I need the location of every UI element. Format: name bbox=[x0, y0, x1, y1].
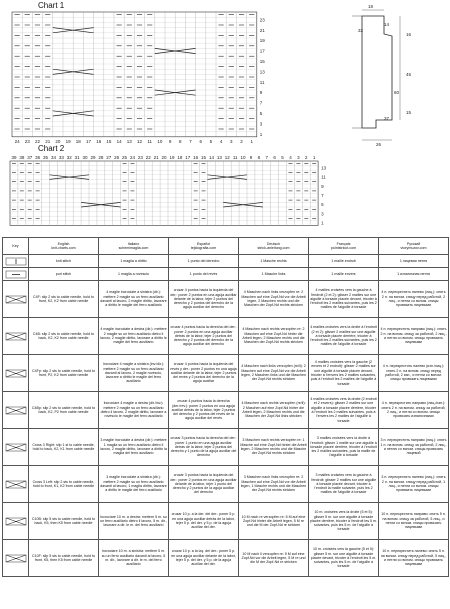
chart2-col-number: 38 bbox=[19, 155, 25, 160]
chart2-row-number: 7 bbox=[321, 193, 324, 198]
key-row bbox=[3, 255, 449, 268]
key-header-cell: Français pointstricot.com bbox=[309, 238, 379, 255]
key-header-cell: Key bbox=[3, 238, 29, 255]
key-cell-ru: 1 лицевая петля bbox=[379, 255, 449, 268]
key-cell-en: knit stitch bbox=[29, 255, 99, 268]
key-cell-fr: 10 m. croisées vers la gauche (5 et 5): glisser 5 m. sur une aiguille à torsade placée devant, tricoter à l'endroit les 5 m. suivantes, puis les 5 m. de l'aiguille à torsade bbox=[309, 540, 379, 577]
key-header-cell: Italiano schemimaglia.com bbox=[99, 238, 169, 255]
chart2-col-number: 14 bbox=[208, 155, 214, 160]
chart2-col-number: 12 bbox=[224, 155, 230, 160]
chart2-col-number: 21 bbox=[153, 155, 159, 160]
chart2-col-number: 16 bbox=[193, 155, 199, 160]
chart1-row-number: 5 bbox=[259, 111, 263, 116]
chart1-col-number: 23 bbox=[24, 138, 30, 144]
chart2-title: Chart 2 bbox=[38, 144, 65, 153]
key-header-cell: Español tejidografia.com bbox=[169, 238, 239, 255]
chart1-col-number: 22 bbox=[34, 138, 41, 144]
chart2-row-number: 11 bbox=[321, 174, 326, 180]
chart2-col-number: 8 bbox=[257, 155, 261, 160]
key-cell-en: Cross 3 Right: slip 1 st to cable needle, hold to back, K2, K1 from cable needle bbox=[29, 429, 99, 466]
key-cell-de: 10 M nach re verzopfen re: 5 M auf eine Zopf-Nd hinter die Arbeit legen, 5 M re und die M der Zopf-Nd re stricken bbox=[239, 503, 309, 540]
chart2-row-number: 9 bbox=[321, 183, 324, 189]
key-cell-en: C4Bp: slip 2 sts to cable needle, hold to back, K2, P2 from cable needle bbox=[29, 392, 99, 429]
chart2-row-number: 3 bbox=[321, 211, 324, 217]
key-cell-ru: 3 п. перекрестить направо (лиц.): снять 1 п. на вспом. спицу за работой, 2 лиц., и петлю со вспом. спицы провязать лицевой bbox=[379, 429, 449, 466]
chart1-row-number: 17 bbox=[259, 48, 265, 54]
key-header-cell: Deutsch strick-anleitung.com bbox=[239, 238, 309, 255]
key-cell-fr: 1 maille envers bbox=[309, 268, 379, 281]
key-cell-it: 1 maglia a diritto bbox=[99, 255, 169, 268]
chart1-col-number: 10 bbox=[157, 138, 163, 144]
chart2-col-number: 22 bbox=[145, 155, 151, 160]
schematic-dimension-label: 16 bbox=[406, 32, 412, 37]
key-cell-en: C4Fp: slip 2 sts to cable needle, hold to front, P2, K2 from cable needle bbox=[29, 355, 99, 392]
schematic-dimension-label: 26 bbox=[376, 142, 382, 147]
chart1-row-number: 19 bbox=[259, 38, 265, 44]
chart2-col-number: 27 bbox=[106, 155, 112, 160]
chart1-col-number: 4 bbox=[219, 138, 223, 144]
schematic-dimension-label: 18 bbox=[368, 4, 374, 9]
schematic-dimension-label: 32 bbox=[358, 28, 364, 33]
chart2-col-number: 3 bbox=[297, 155, 300, 160]
key-cell-en: C10F: slip 5 sts to cable needle, hold to front, K5, then K5 from cable needle bbox=[29, 540, 99, 577]
chart2-col-number: 39 bbox=[11, 155, 17, 160]
chart2-col-number: 35 bbox=[43, 155, 49, 160]
stitch-symbol-c10f bbox=[3, 540, 29, 577]
key-cell-ru: 4 п. перекрестить налево (лиц.): снять 2 п. на вспом. спицу перед работой, 2 лиц., и петли со вспом. спицы провязать лицевыми bbox=[379, 281, 449, 318]
chart2-col-number: 10 bbox=[240, 155, 246, 160]
chart2-col-number: 28 bbox=[98, 155, 104, 160]
chart1-col-number: 7 bbox=[189, 138, 192, 144]
chart2-col-number: 2 bbox=[304, 155, 308, 160]
chart2-col-number: 31 bbox=[74, 155, 80, 160]
key-header-cell: Русский vtorymuzov.com bbox=[379, 238, 449, 255]
stitch-key-table bbox=[2, 237, 449, 577]
chart2-col-number: 24 bbox=[129, 155, 135, 160]
key-cell-de: 1 Masche rechts bbox=[239, 255, 309, 268]
chart2-grid bbox=[4, 153, 344, 229]
chart2-col-number: 32 bbox=[66, 155, 72, 160]
chart2-col-number: 33 bbox=[58, 155, 64, 160]
key-cell-it: Incrociare 10 m. a sinistra: mettere 5 m. su un ferro ausiliario davanti al lavoro, 5 m. dir., lavorare a dir. le m. del ferro ausiliario bbox=[99, 540, 169, 577]
key-cell-fr: 4 mailles croisées vers la droite (2 endroit et 2 envers): glisser 2 mailles sur une aiguille à torsade placée derrière, tricoter à l'endroit les 2 mailles suivantes, puis à l'envers les 2 mailles de l'aiguille à torsade bbox=[309, 392, 379, 429]
key-cell-de: 4 Maschen nach links verzopfen (re/li): 2 Maschen auf eine Zopf-Nd vor die Arbeit legen, 2 Maschen links und die Maschen der Zopf-Nd rechts stricken bbox=[239, 355, 309, 392]
key-cell-it: Incrociare 4 maglie a destra (dir./inv.): mettere 2 maglie su un ferro ausiliario dietro il lavoro, 2 maglie diritto, lavorare a rovescio le maglie del ferro ausiliario bbox=[99, 392, 169, 429]
schematic-dimension-label: 14 bbox=[384, 22, 390, 27]
key-cell-ru: 4 п. перекрестить направо (лиц./изн.): снять 2 п. на вспом. спицу за работой, 2 лиц., и петли со вспом. спицы провязать изнаночными bbox=[379, 392, 449, 429]
chart1-col-number: 2 bbox=[240, 138, 243, 144]
chart1-row-number: 3 bbox=[259, 121, 263, 127]
stitch-symbol-purl bbox=[3, 268, 29, 281]
chart2-col-number: 18 bbox=[177, 155, 183, 160]
chart2-col-number: 7 bbox=[265, 155, 269, 160]
key-cell-de: 4 Maschen nach rechts verzopfen (re/li): 2 Maschen auf eine Zopf-Nd hinter die Arbeit legen, 2 Maschen rechts und die Maschen der Zopf-Nd links stricken bbox=[239, 392, 309, 429]
key-cell-ru: 10 п. перекрестить налево: снять 5 п. на вспом. спицу перед работой, 5 лиц., и петли со вспом. спицы провязать лицевыми bbox=[379, 540, 449, 577]
chart2-col-number: 5 bbox=[281, 155, 284, 160]
chart1-row-number: 21 bbox=[259, 27, 265, 33]
chart2-col-number: 23 bbox=[137, 155, 143, 160]
key-cell-fr: 3 mailles croisées vers la droite à l'endroit: glisser 1 maille sur une aiguille à torsade placée derrière, tricoter à l'endroit les 2 mailles suivantes, puis la maille de l'aiguille à torsade bbox=[309, 429, 379, 466]
key-cell-en: C4B: slip 2 sts to cable needle, hold to back, K2, K2 from cable needle bbox=[29, 318, 99, 355]
key-cell-es: cruzar 4 puntos hacia la derecha del der.: poner 2 puntos en una aguja auxiliar detrás de la labor, tejer 2 puntos del derecho y 2 puntos del derecho de la aguja auxiliar del derecho bbox=[169, 318, 239, 355]
chart1-col-number: 20 bbox=[55, 138, 61, 144]
chart1-row-number: 1 bbox=[259, 131, 263, 137]
chart1-col-number: 14 bbox=[116, 138, 122, 144]
key-cell-it: 1 maglia a rovescio bbox=[99, 268, 169, 281]
key-header-cell: English knit-charts.com bbox=[29, 238, 99, 255]
key-row bbox=[3, 268, 449, 281]
chart2-col-number: 9 bbox=[249, 155, 253, 160]
key-cell-fr: 10 m. croisées vers la droite (5 et 5): glisser 5 m. sur une aiguille à torsade placée derrière, tricoter à l'endroit les 5 m. suivantes, puis les 5 m. de l'aiguille à torsade bbox=[309, 503, 379, 540]
key-cell-ru: 3 п. перекрестить налево (лиц.): снять 2 п. на вспом. спицу перед работой, 1 лиц., и петли со вспом. спицы провязать лицевыми bbox=[379, 466, 449, 503]
garment-outline bbox=[362, 16, 392, 128]
key-cell-de: 4 Maschen nach rechts verzopfen re: 2 Maschen auf eine Zopf-Nd hinter die Arbeit legen, 2 Maschen rechts und die Maschen der Zopf-Nd rechts stricken bbox=[239, 318, 309, 355]
chart2-col-number: 30 bbox=[82, 155, 88, 160]
key-cell-it: Incrociare 10 m. a destra: mettere 5 m. su un ferro ausiliario dietro il lavoro, 5 m. dir., lavorare a dir. le m. del ferro ausiliario bbox=[99, 503, 169, 540]
key-cell-es: 1 punto del derecho bbox=[169, 255, 239, 268]
schematic-dimension-label: 45 bbox=[406, 72, 412, 77]
chart1-grid bbox=[4, 10, 280, 148]
key-cell-en: C4F: slip 2 sts to cable needle, hold to front, K2, K2 from cable needle bbox=[29, 281, 99, 318]
key-table-header-row bbox=[3, 238, 449, 255]
key-cell-fr: 4 mailles croisées vers la gauche à l'endroit (2 et 2): glisser 2 mailles sur une aiguille à torsade placée devant, tricoter à l'endroit les 2 mailles suivantes, puis les 2 mailles de l'aiguille à torsade bbox=[309, 281, 379, 318]
chart1-row-number: 7 bbox=[259, 100, 263, 106]
stitch-symbol-c4fp bbox=[3, 355, 29, 392]
key-cell-de: 4 Maschen nach links verzopfen re: 2 Maschen auf eine Zopf-Nd vor die Arbeit legen, 2 Maschen rechts und die Maschen der Zopf-Nd rechts stricken bbox=[239, 281, 309, 318]
chart2-col-number: 29 bbox=[90, 155, 96, 160]
key-cell-fr: 4 mailles croisées vers la droite à l'endroit (2 et 2): glisser 2 mailles sur une aiguille à torsade placée derrière, tricoter à l'endroit les 2 mailles suivantes, puis les 2 mailles de l'aiguille à torsade bbox=[309, 318, 379, 355]
stitch-symbol-c4bp bbox=[3, 392, 29, 429]
chart1-col-number: 9 bbox=[168, 138, 172, 144]
key-cell-fr: 4 mailles croisées vers la gauche (2 envers et 2 endroit): glisser 2 mailles sur une aiguille à torsade placée devant, tricoter à l'envers les 2 mailles suivantes, puis à l'endroit les 2 mailles de l'aiguille à torsade bbox=[309, 355, 379, 392]
key-cell-ru: 1 изнаночная петля bbox=[379, 268, 449, 281]
key-cell-es: cruzar 10 p. a la izq. del der.: poner 5 p. en una aguja auxiliar delante de la labor, tejer 5 p. del der. y 5 p. de la aguja auxiliar del der. bbox=[169, 540, 239, 577]
chart1-col-number: 21 bbox=[45, 138, 51, 144]
key-cell-it: 3 maglie incrociate a sinistra (dir.): mettere 2 maglie su un ferro ausiliario davanti al lavoro, 1 maglia diritto, lavorare a diritto le maglie del ferro ausiliario bbox=[99, 466, 169, 503]
key-cell-fr: 3 mailles croisées vers la gauche à l'endroit: glisser 2 mailles sur une aiguille à torsade placée devant, tricoter à l'endroit la maille suivante, puis les 2 mailles de l'aiguille à torsade bbox=[309, 466, 379, 503]
chart1-col-number: 8 bbox=[179, 138, 182, 144]
key-cell-es: cruzar 4 puntos hacia la izquierda del der.: poner 2 puntos en una aguja auxiliar delante de la labor, tejer 2 puntos del derecho y 2 puntos del derecho de la aguja auxiliar del derecho bbox=[169, 281, 239, 318]
stitch-symbol-cross3l bbox=[3, 466, 29, 503]
chart1-col-number: 16 bbox=[96, 138, 102, 144]
key-cell-ru: 4 п. перекрестить направо (лиц.): снять 2 п. на вспом. спицу за работой, 2 лиц., и петли со вспом. спицы провязать лицевыми bbox=[379, 318, 449, 355]
chart1-row-number: 13 bbox=[259, 69, 265, 75]
key-row bbox=[3, 466, 449, 503]
key-row bbox=[3, 392, 449, 429]
key-cell-de: 3 Maschen nach rechts verzopfen re: 1 Masche auf eine Zopf-Nd hinter die Arbeit legen, 2 Maschen rechts und die Masche der Zopf-Nd rechts stricken bbox=[239, 429, 309, 466]
key-cell-es: cruzar 4 puntos hacia la derecha (der./rev.): poner 2 puntos en una aguja auxiliar detrás de la labor, tejer 2 puntos del derecho y 2 puntos del revés de la aguja auxiliar del revés bbox=[169, 392, 239, 429]
chart2-col-number: 1 bbox=[312, 155, 316, 160]
key-cell-en: C10B: slip 5 sts to cable needle, hold to back, K5, then K5 from cable needle bbox=[29, 503, 99, 540]
chart2-col-number: 6 bbox=[273, 155, 276, 160]
chart2-col-number: 11 bbox=[232, 155, 238, 160]
garment-schematic bbox=[318, 2, 446, 150]
key-cell-ru: 10 п. перекрестить направо: снять 5 п. на вспом. спицу за работой, 5 лиц., и петли со вспом. спицы провязать лицевыми bbox=[379, 503, 449, 540]
key-row bbox=[3, 281, 449, 318]
chart1-row-number: 23 bbox=[259, 17, 265, 23]
key-cell-en: purl stitch bbox=[29, 268, 99, 281]
key-row bbox=[3, 540, 449, 577]
chart1-col-number: 3 bbox=[230, 138, 233, 144]
key-row bbox=[3, 355, 449, 392]
chart2-col-number: 25 bbox=[122, 155, 128, 160]
chart2-col-number: 17 bbox=[185, 155, 191, 160]
key-cell-es: cruzar 3 puntos hacia la izquierda del der.: poner 2 puntos en una aguja auxiliar delante de la labor, tejer 1 punto del derecho y 2 puntos de la aguja auxiliar del derecho bbox=[169, 466, 239, 503]
key-cell-es: cruzar 10 p. a la der. del der.: poner 5 p. en una aguja auxiliar detrás de la labor, tejer 5 p. del der. y 5 p. de la aguja auxiliar del der. bbox=[169, 503, 239, 540]
key-row bbox=[3, 318, 449, 355]
key-cell-it: 4 maglie incrociate a sinistra (dir.): mettere 2 maglie su un ferro ausiliario davanti al lavoro, 2 maglie diritto, lavorare a diritto le maglie del ferro ausiliario bbox=[99, 281, 169, 318]
chart2-col-number: 20 bbox=[161, 155, 167, 160]
schematic-dimension-label: 37 bbox=[384, 116, 390, 121]
chart1-col-number: 6 bbox=[199, 138, 202, 144]
chart1-row-number: 15 bbox=[259, 59, 265, 64]
chart2-col-number: 37 bbox=[27, 155, 33, 160]
stitch-symbol-knit bbox=[3, 255, 29, 268]
key-cell-ru: 4 п. перекрестить налево (изн./лиц.): снять 2 п. на вспом. спицу перед работой, 2 изн., и петли со вспом. спицы провязать лицевыми bbox=[379, 355, 449, 392]
chart2-row-number: 1 bbox=[321, 220, 324, 226]
key-cell-en: Cross 3 Left: slip 2 sts to cable needle, hold to front, K1, K2 from cable needle bbox=[29, 466, 99, 503]
key-cell-it: Incrociare 4 maglie a sinistra (inv./dir.): mettere 2 maglie su un ferro ausiliario davanti al lavoro, 2 maglie rovescio, lavorare a diritto le maglie del ferro ausiliario bbox=[99, 355, 169, 392]
chart1-col-number: 1 bbox=[250, 138, 253, 144]
chart1-col-number: 13 bbox=[126, 138, 132, 144]
stitch-symbol-cross3r bbox=[3, 429, 29, 466]
chart2-row-number: 5 bbox=[321, 202, 324, 208]
key-cell-de: 3 Maschen nach links verzopfen re: 2 Maschen auf eine Zopf-Nd vor die Arbeit legen, 1 Masche rechts und die Maschen der Zopf-Nd rechts stricken bbox=[239, 466, 309, 503]
key-cell-de: 10 M nach li verzopfen re: 5 M auf eine Zopf-Nd vor die Arbeit legen, 5 M re und die M der Zopf-Nd re stricken bbox=[239, 540, 309, 577]
key-row bbox=[3, 503, 449, 540]
stitch-symbol-c4b bbox=[3, 318, 29, 355]
key-row bbox=[3, 429, 449, 466]
chart1-col-number: 19 bbox=[65, 138, 71, 144]
key-cell-it: 3 maglie incrociate a destra (dir.): mettere 1 maglia su un ferro ausiliario dietro il lavoro, 2 maglie diritto, lavorare a diritto la maglia del ferro ausiliario bbox=[99, 429, 169, 466]
chart2-col-number: 36 bbox=[35, 155, 41, 160]
key-cell-it: 4 maglie incrociate a destra (dir.): mettere 2 maglie su un ferro ausiliario dietro il lavoro, 2 maglie diritto, lavorare a diritto le maglie del ferro ausiliario bbox=[99, 318, 169, 355]
chart2-col-number: 19 bbox=[169, 155, 175, 160]
key-cell-de: 1 Masche links bbox=[239, 268, 309, 281]
chart2-col-number: 34 bbox=[50, 155, 56, 160]
key-cell-fr: 1 maille endroit bbox=[309, 255, 379, 268]
chart2-col-number: 26 bbox=[114, 155, 120, 160]
key-cell-es: cruzar 4 puntos hacia la izquierda del revés y der.: poner 2 puntos en una aguja auxiliar delante de la labor, tejer 2 puntos del revés y 2 puntos del derecho de la aguja auxiliar bbox=[169, 355, 239, 392]
chart1-row-number: 11 bbox=[259, 79, 265, 85]
key-cell-es: 1 punto del revés bbox=[169, 268, 239, 281]
chart1-col-number: 12 bbox=[136, 138, 143, 144]
chart1-col-number: 24 bbox=[14, 138, 20, 144]
chart2-col-number: 13 bbox=[216, 155, 222, 160]
chart1-title: Chart 1 bbox=[38, 1, 65, 10]
chart2-col-number: 15 bbox=[201, 155, 207, 160]
chart2-row-number: 13 bbox=[321, 165, 327, 171]
chart1-col-number: 5 bbox=[209, 138, 213, 144]
chart1-col-number: 17 bbox=[85, 138, 92, 144]
schematic-dimension-label: 60 bbox=[394, 90, 400, 95]
key-cell-es: cruzar 3 puntos hacia la derecha del der.: poner 1 punto en una aguja auxiliar detrás de la labor, tejer 2 puntos del derecho y 1 punto de la aguja auxiliar del derecho bbox=[169, 429, 239, 466]
chart1-col-number: 11 bbox=[147, 138, 153, 144]
chart1-col-number: 15 bbox=[106, 138, 112, 144]
chart1-col-number: 18 bbox=[75, 138, 81, 144]
chart2-col-number: 4 bbox=[289, 155, 292, 160]
stitch-symbol-c10b bbox=[3, 503, 29, 540]
stitch-symbol-c4f bbox=[3, 281, 29, 318]
chart1-row-number: 9 bbox=[259, 90, 263, 96]
schematic-dimension-label: 15 bbox=[406, 110, 412, 115]
